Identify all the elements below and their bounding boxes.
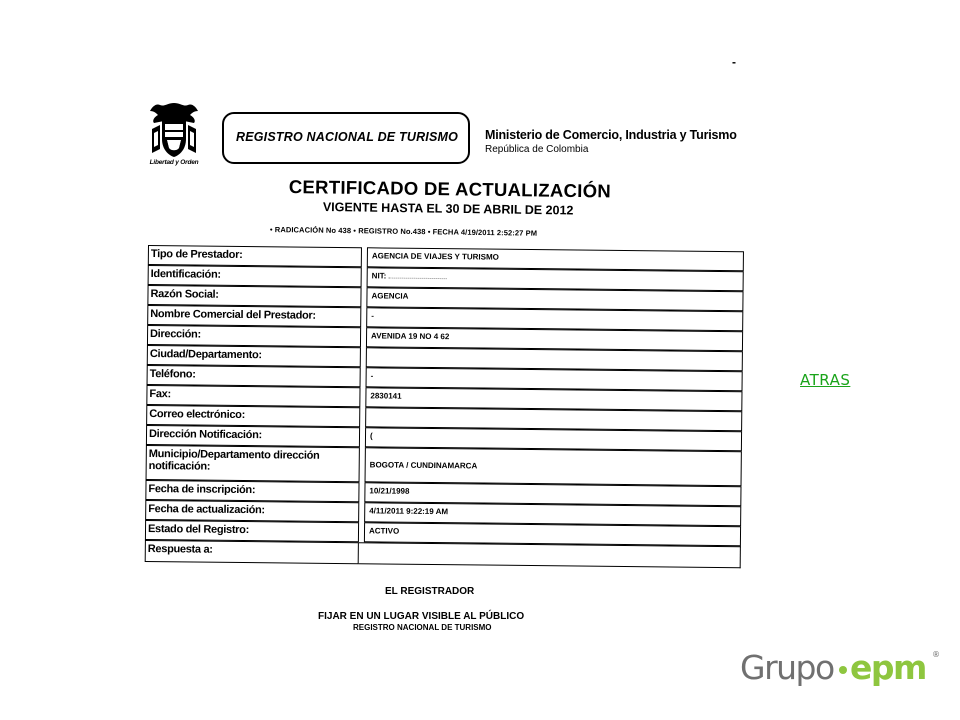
certificate-scan — [140, 55, 760, 655]
grupo-epm-logo — [740, 646, 946, 696]
field-label: Municipio/Departamento dirección notificación: — [146, 445, 360, 482]
certificate-validity: VIGENTE HASTA EL 30 DE ABRIL DE 2012 — [322, 200, 574, 218]
field-value: AGENCIA — [366, 287, 743, 311]
registrar-label: EL REGISTRADOR — [385, 586, 475, 597]
field-label: Razón Social: — [147, 285, 361, 307]
certificate-title: CERTIFICADO DE ACTUALIZACIÓN — [288, 176, 612, 202]
post-notice: FIJAR EN UN LUGAR VISIBLE AL PÚBLICO — [318, 611, 525, 622]
field-label: Fax: — [146, 385, 360, 407]
field-label: Dirección: — [147, 325, 361, 347]
field-label: Dirección Notificación: — [146, 425, 360, 447]
brand-dot-icon — [839, 666, 847, 674]
field-value: ACTIVO — [364, 522, 741, 546]
field-label: Ciudad/Departamento: — [147, 345, 361, 367]
field-label: Teléfono: — [147, 365, 361, 387]
ministry-name: Ministerio de Comercio, Industria y Turismo — [485, 128, 737, 142]
field-value: BOGOTA / CUNDINAMARCA — [365, 447, 742, 486]
field-label: Identificación: — [148, 265, 362, 287]
corner-mark: - — [732, 55, 736, 69]
field-label: Nombre Comercial del Prestador: — [147, 305, 361, 327]
certificate-table — [145, 245, 746, 576]
field-label: Fecha de inscripción: — [145, 480, 359, 502]
field-label: Respuesta a: — [145, 540, 359, 564]
brand-grupo-text: Grupo — [740, 648, 834, 687]
field-value: 10/21/1998 — [364, 482, 741, 506]
field-value: AVENIDA 19 NO 4 62 — [366, 327, 743, 351]
field-value: - — [366, 367, 743, 391]
footer-registry: REGISTRO NACIONAL DE TURISMO — [353, 623, 492, 632]
back-link[interactable]: ATRAS — [800, 371, 851, 389]
registry-title-box — [222, 112, 470, 164]
republic-name: República de Colombia — [485, 144, 589, 155]
certificate-reference: • RADICACIÓN No 438 • REGISTRO No.438 • FECHA 4/19/2011 2:52:27 PM — [269, 225, 538, 238]
field-label: Fecha de actualización: — [145, 500, 359, 522]
brand-epm-text: epm — [850, 648, 926, 687]
redacted-mark — [389, 272, 447, 280]
field-value: - — [366, 307, 743, 331]
field-value — [359, 542, 741, 568]
field-value: AGENCIA DE VIAJES Y TURISMO — [367, 247, 744, 271]
field-label: Estado del Registro: — [145, 520, 359, 542]
field-value: ( — [365, 427, 742, 451]
crest-motto: Libertad y Orden — [149, 159, 199, 166]
field-value-text: NIT: — [371, 271, 389, 281]
field-value: 2830141 — [365, 387, 742, 411]
registered-mark: ® — [932, 650, 940, 659]
field-label: Correo electrónico: — [146, 405, 360, 427]
field-value: 4/11/2011 9:22:19 AM — [364, 502, 741, 526]
registry-title: REGISTRO NACIONAL DE TURISMO — [236, 130, 459, 144]
field-label: Tipo de Prestador: — [148, 245, 362, 267]
